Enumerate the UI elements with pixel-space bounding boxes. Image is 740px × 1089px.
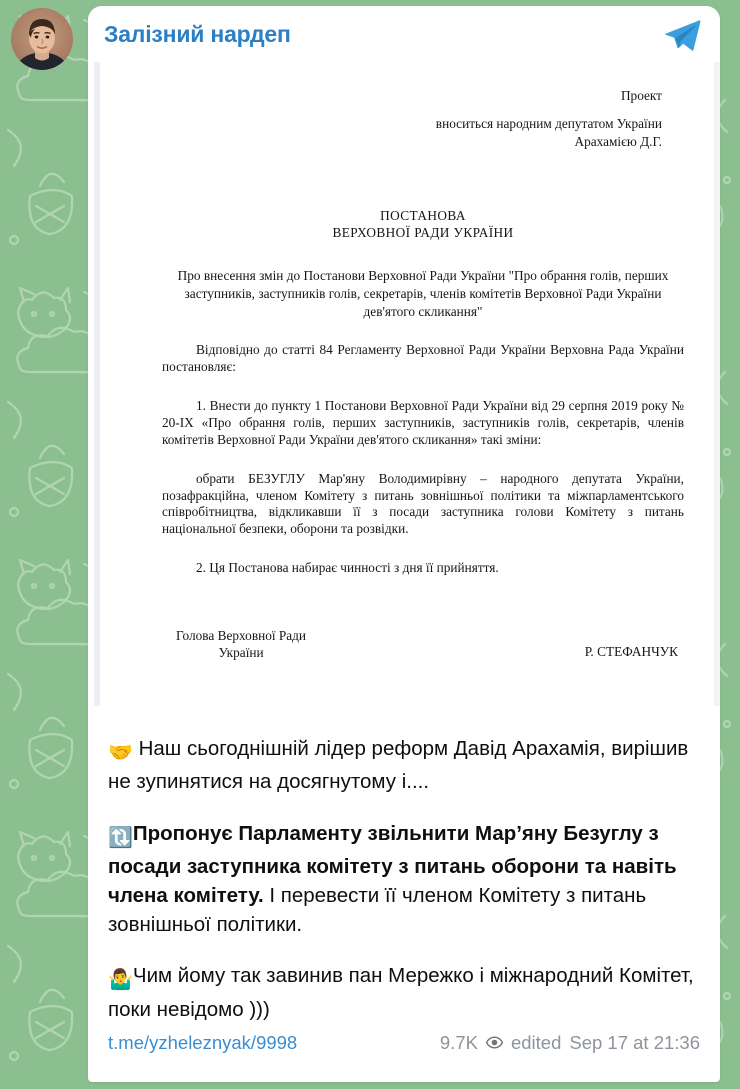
view-count: 9.7K	[439, 1031, 478, 1053]
avatar[interactable]	[11, 8, 73, 70]
document-signature-title-line1: Голова Верховної Ради	[176, 628, 307, 644]
document-title-line2: ВЕРХОВНОЇ РАДИ УКРАЇНИ	[332, 225, 514, 241]
message-paragraph-3	[108, 961, 700, 1024]
document-signature-title	[162, 627, 306, 662]
document-paragraph-3: обрати БЕЗУГЛУ Мар'яну Володимирівну – народного депутата України, позафракційна, членом Комітету з питань зовнішньої політики та міжпарламентського співробітництва, відкликавши її з посади заступника голови Комітету з питань національної безпеки, оборони та розвідки.	[162, 470, 684, 537]
document-subject: Про внесення змін до Постанови Верховної Ради України "Про обрання голів, перших заступників, заступників голів, секретарів, членів комітетів Верховної Ради України дев'ятого скликання"	[177, 268, 669, 319]
message-paragraph-2-bold: Пропонує Парламенту звільнити Мар’яну Безуглу з посади заступника комітету з питань оборони та навіть члена комітету.	[108, 821, 677, 907]
document-submitter	[162, 115, 684, 151]
refresh-arrows-emoji: 🔃	[108, 826, 133, 849]
document-paragraph-4: 2. Ця Постанова набирає чинності з дня її прийняття.	[196, 560, 499, 576]
post-date: Sep 17 at 21:36	[569, 1031, 700, 1053]
message-paragraph-2	[108, 819, 700, 940]
document-title-line1: ПОСТАНОВА	[380, 207, 466, 223]
document-paragraph-2: 1. Внести до пункту 1 Постанови Верховної Ради України від 29 серпня 2019 року № 20-IX «Про обрання голів, перших заступників, заступників голів, секретарів, членів комітетів Верховної Ради України дев'ятого скликання» такі зміни:	[162, 398, 684, 447]
document-preview-image[interactable]	[88, 62, 720, 706]
document-signature-title-line2: України	[218, 645, 264, 661]
document-title	[162, 207, 684, 242]
man-shrugging-emoji: 🤷‍♂️	[108, 969, 133, 992]
post-footer	[88, 1026, 720, 1054]
message-paragraph-1-text: Наш сьогоднішній лідер реформ Давід Арахамія, вирішив не зупинятися на досягнутому і....	[108, 737, 689, 794]
post-meta	[440, 1032, 700, 1054]
document-header-proekt: Проект	[620, 88, 662, 103]
post-message-text	[88, 706, 720, 1024]
edited-label: edited	[510, 1031, 562, 1053]
document-page	[94, 62, 720, 706]
message-paragraph-1	[108, 734, 700, 797]
document-submitter-line1: вноситься народним депутатом України	[435, 115, 662, 131]
telegram-post-card	[88, 6, 720, 1082]
message-paragraph-3-text: Чим йому так завинив пан Мережко і міжнародний Комітет, поки невідомо )))	[108, 964, 694, 1021]
channel-title[interactable]: Залізний нардеп	[104, 20, 291, 47]
document-submitter-line2: Арахамією Д.Г.	[574, 133, 662, 149]
post-permalink[interactable]: t.me/yzheleznyak/9998	[108, 1031, 298, 1053]
handshake-emoji: 🤝	[108, 742, 133, 764]
document-signature-block	[162, 627, 684, 662]
telegram-plane-icon[interactable]	[662, 14, 702, 54]
document-signature-name: Р. СТЕФАНЧУК	[584, 644, 678, 660]
document-paragraph-1: Відповідно до статті 84 Регламенту Верховної Ради України Верховна Рада України постановляє:	[162, 342, 684, 375]
message-paragraph-2-rest: І перевести її членом Комітету з питань зовнішньої політики.	[108, 884, 647, 937]
eye-icon	[486, 1036, 503, 1049]
post-header	[88, 6, 720, 62]
user-avatar-photo	[11, 8, 73, 70]
